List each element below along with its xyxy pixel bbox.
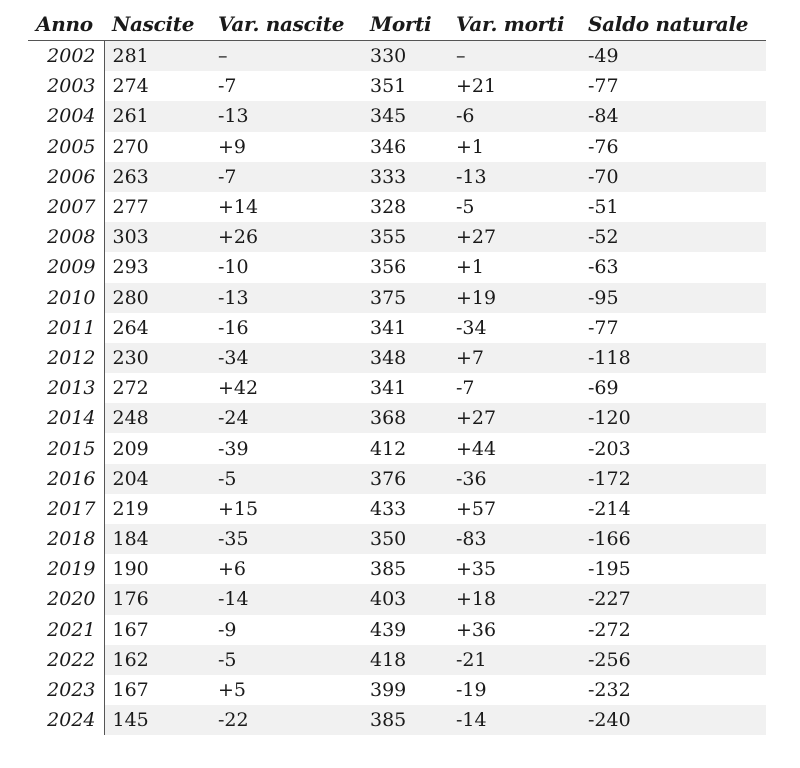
cell-anno: 2024 (28, 705, 104, 735)
cell-anno: 2012 (28, 343, 104, 373)
cell-var-morti: +1 (456, 135, 485, 158)
cell-anno: 2003 (28, 71, 104, 101)
cell-nascite: 263 (104, 162, 210, 192)
cell-anno: 2020 (28, 584, 104, 614)
cell-morti: 348 (362, 343, 448, 373)
cell-nascite: 162 (104, 645, 210, 675)
table-row (28, 524, 766, 554)
cell-anno: 2010 (28, 283, 104, 313)
cell-var-morti: -7 (456, 377, 475, 400)
cell-var-nascite: – (210, 41, 362, 72)
cell-var-morti: +44 (456, 437, 497, 460)
cell-var-morti: -14 (448, 705, 580, 735)
cell-morti: 403 (362, 584, 448, 614)
cell-saldo-naturale: -70 (580, 162, 766, 192)
cell-anno: 2018 (28, 524, 104, 554)
cell-nascite: 280 (104, 283, 210, 313)
cell-var-morti: -21 (448, 645, 580, 675)
cell-saldo-naturale: -95 (580, 283, 766, 313)
cell-var-nascite: -7 (210, 162, 362, 192)
cell-morti: 328 (370, 196, 407, 219)
cell-saldo-naturale: -76 (588, 135, 619, 158)
cell-var-nascite: -13 (210, 101, 362, 131)
cell-var-nascite: -14 (210, 584, 362, 614)
cell-var-nascite: -9 (218, 618, 237, 641)
cell-saldo-naturale: -77 (588, 75, 619, 98)
table-row (28, 584, 766, 614)
cell-var-nascite: -35 (210, 524, 362, 554)
cell-var-nascite: +26 (210, 222, 362, 252)
cell-var-nascite: -39 (218, 437, 249, 460)
column-header-var-morti: Var. morti (448, 8, 580, 41)
cell-saldo-naturale: -77 (588, 316, 619, 339)
cell-morti: 375 (362, 283, 448, 313)
cell-saldo-naturale: -52 (580, 222, 766, 252)
cell-var-morti: +35 (456, 558, 497, 581)
table-row (28, 705, 766, 735)
cell-anno: 2016 (28, 464, 104, 494)
cell-morti: 433 (370, 497, 407, 520)
cell-nascite: 167 (112, 618, 149, 641)
cell-var-morti: +36 (456, 618, 497, 641)
cell-saldo-naturale: -166 (580, 524, 766, 554)
cell-saldo-naturale: -195 (588, 558, 631, 581)
cell-saldo-naturale: -227 (580, 584, 766, 614)
cell-var-nascite: -5 (210, 464, 362, 494)
cell-nascite: 264 (112, 316, 149, 339)
table-row (28, 192, 766, 222)
table-row (28, 101, 766, 131)
cell-var-morti: +18 (448, 584, 580, 614)
cell-var-nascite: +42 (218, 377, 259, 400)
cell-morti: 341 (370, 377, 407, 400)
cell-anno: 2004 (28, 101, 104, 131)
cell-morti: 355 (362, 222, 448, 252)
cell-saldo-naturale: -84 (580, 101, 766, 131)
column-header-anno: Anno (28, 8, 104, 41)
cell-morti: 351 (370, 75, 407, 98)
cell-nascite: 230 (104, 343, 210, 373)
cell-nascite: 204 (104, 464, 210, 494)
cell-nascite: 303 (104, 222, 210, 252)
table-body (28, 41, 766, 736)
table-row (28, 373, 766, 403)
cell-morti: 333 (362, 162, 448, 192)
cell-var-nascite: -34 (210, 343, 362, 373)
cell-saldo-naturale: -214 (588, 497, 631, 520)
cell-morti: 418 (362, 645, 448, 675)
cell-var-morti: -83 (448, 524, 580, 554)
column-header-saldo-naturale: Saldo naturale (580, 8, 766, 41)
table-row (28, 252, 766, 282)
table-header (28, 8, 766, 41)
cell-saldo-naturale: -256 (580, 645, 766, 675)
demographics-table-container (28, 8, 766, 735)
cell-saldo-naturale: -118 (580, 343, 766, 373)
cell-morti: 376 (362, 464, 448, 494)
cell-saldo-naturale: -172 (580, 464, 766, 494)
table-row (28, 615, 766, 645)
cell-nascite: 281 (104, 41, 210, 72)
table-row (28, 433, 766, 463)
cell-nascite: 248 (104, 403, 210, 433)
cell-var-nascite: -13 (210, 283, 362, 313)
cell-nascite: 293 (112, 256, 149, 279)
cell-morti: 412 (370, 437, 407, 460)
cell-saldo-naturale: -203 (588, 437, 631, 460)
table-row (28, 162, 766, 192)
table-row (28, 222, 766, 252)
cell-nascite: 167 (112, 679, 149, 702)
cell-var-morti: +27 (448, 222, 580, 252)
cell-nascite: 184 (104, 524, 210, 554)
cell-anno: 2021 (28, 615, 104, 645)
cell-var-morti: -6 (448, 101, 580, 131)
cell-anno: 2005 (28, 132, 104, 162)
cell-saldo-naturale: -51 (588, 196, 619, 219)
cell-anno: 2006 (28, 162, 104, 192)
cell-var-nascite: +5 (218, 679, 247, 702)
cell-var-nascite: -24 (210, 403, 362, 433)
cell-var-morti: -5 (456, 196, 475, 219)
cell-anno: 2011 (28, 313, 104, 343)
cell-morti: 439 (370, 618, 407, 641)
cell-nascite: 176 (104, 584, 210, 614)
cell-var-morti: +21 (456, 75, 497, 98)
table-row (28, 494, 766, 524)
table-row (28, 41, 766, 72)
cell-morti: 399 (370, 679, 407, 702)
table-row (28, 645, 766, 675)
cell-anno: 2013 (28, 373, 104, 403)
cell-morti: 385 (370, 558, 407, 581)
cell-var-nascite: +6 (218, 558, 247, 581)
cell-anno: 2023 (28, 675, 104, 705)
table-row (28, 675, 766, 705)
cell-var-morti: -36 (448, 464, 580, 494)
cell-anno: 2017 (28, 494, 104, 524)
cell-var-morti: -34 (456, 316, 487, 339)
cell-anno: 2007 (28, 192, 104, 222)
cell-anno: 2008 (28, 222, 104, 252)
table-row (28, 343, 766, 373)
cell-nascite: 219 (112, 497, 149, 520)
cell-saldo-naturale: -232 (588, 679, 631, 702)
cell-var-morti: -19 (456, 679, 487, 702)
table-row (28, 283, 766, 313)
cell-var-morti: +19 (448, 283, 580, 313)
table-row (28, 554, 766, 584)
cell-nascite: 209 (112, 437, 149, 460)
cell-morti: 356 (370, 256, 407, 279)
cell-var-nascite: +14 (218, 196, 259, 219)
cell-var-morti: +57 (456, 497, 497, 520)
cell-anno: 2009 (28, 252, 104, 282)
header-row (28, 8, 766, 41)
cell-nascite: 272 (112, 377, 149, 400)
demographics-table (28, 8, 766, 735)
cell-saldo-naturale: -272 (588, 618, 631, 641)
cell-var-nascite: +9 (218, 135, 247, 158)
cell-anno: 2002 (28, 41, 104, 72)
cell-var-nascite: -10 (218, 256, 249, 279)
cell-nascite: 270 (112, 135, 149, 158)
cell-nascite: 145 (104, 705, 210, 735)
column-header-morti: Morti (362, 8, 448, 41)
cell-saldo-naturale: -63 (588, 256, 619, 279)
cell-morti: 341 (370, 316, 407, 339)
cell-var-nascite: +15 (218, 497, 259, 520)
cell-saldo-naturale: -69 (588, 377, 619, 400)
table-row (28, 313, 766, 343)
cell-nascite: 274 (112, 75, 149, 98)
cell-saldo-naturale: -49 (580, 41, 766, 72)
cell-morti: 385 (362, 705, 448, 735)
cell-var-morti: +27 (448, 403, 580, 433)
cell-morti: 330 (362, 41, 448, 72)
cell-anno: 2019 (28, 554, 104, 584)
cell-saldo-naturale: -120 (580, 403, 766, 433)
cell-anno: 2015 (28, 433, 104, 463)
cell-anno: 2022 (28, 645, 104, 675)
table-row (28, 71, 766, 101)
table-row (28, 132, 766, 162)
cell-var-morti: +1 (456, 256, 485, 279)
table-row (28, 464, 766, 494)
cell-morti: 346 (370, 135, 407, 158)
cell-var-nascite: -16 (218, 316, 249, 339)
cell-morti: 345 (362, 101, 448, 131)
cell-anno: 2014 (28, 403, 104, 433)
cell-var-nascite: -22 (210, 705, 362, 735)
cell-morti: 350 (362, 524, 448, 554)
cell-nascite: 261 (104, 101, 210, 131)
cell-nascite: 190 (112, 558, 149, 581)
cell-var-nascite: -7 (218, 75, 237, 98)
cell-morti: 368 (362, 403, 448, 433)
column-header-nascite: Nascite (104, 8, 210, 41)
cell-nascite: 277 (112, 196, 149, 219)
column-header-var-nascite: Var. nascite (210, 8, 362, 41)
table-row (28, 403, 766, 433)
cell-var-morti: +7 (448, 343, 580, 373)
cell-var-nascite: -5 (210, 645, 362, 675)
cell-var-morti: – (448, 41, 580, 72)
cell-var-morti: -13 (448, 162, 580, 192)
cell-saldo-naturale: -240 (580, 705, 766, 735)
